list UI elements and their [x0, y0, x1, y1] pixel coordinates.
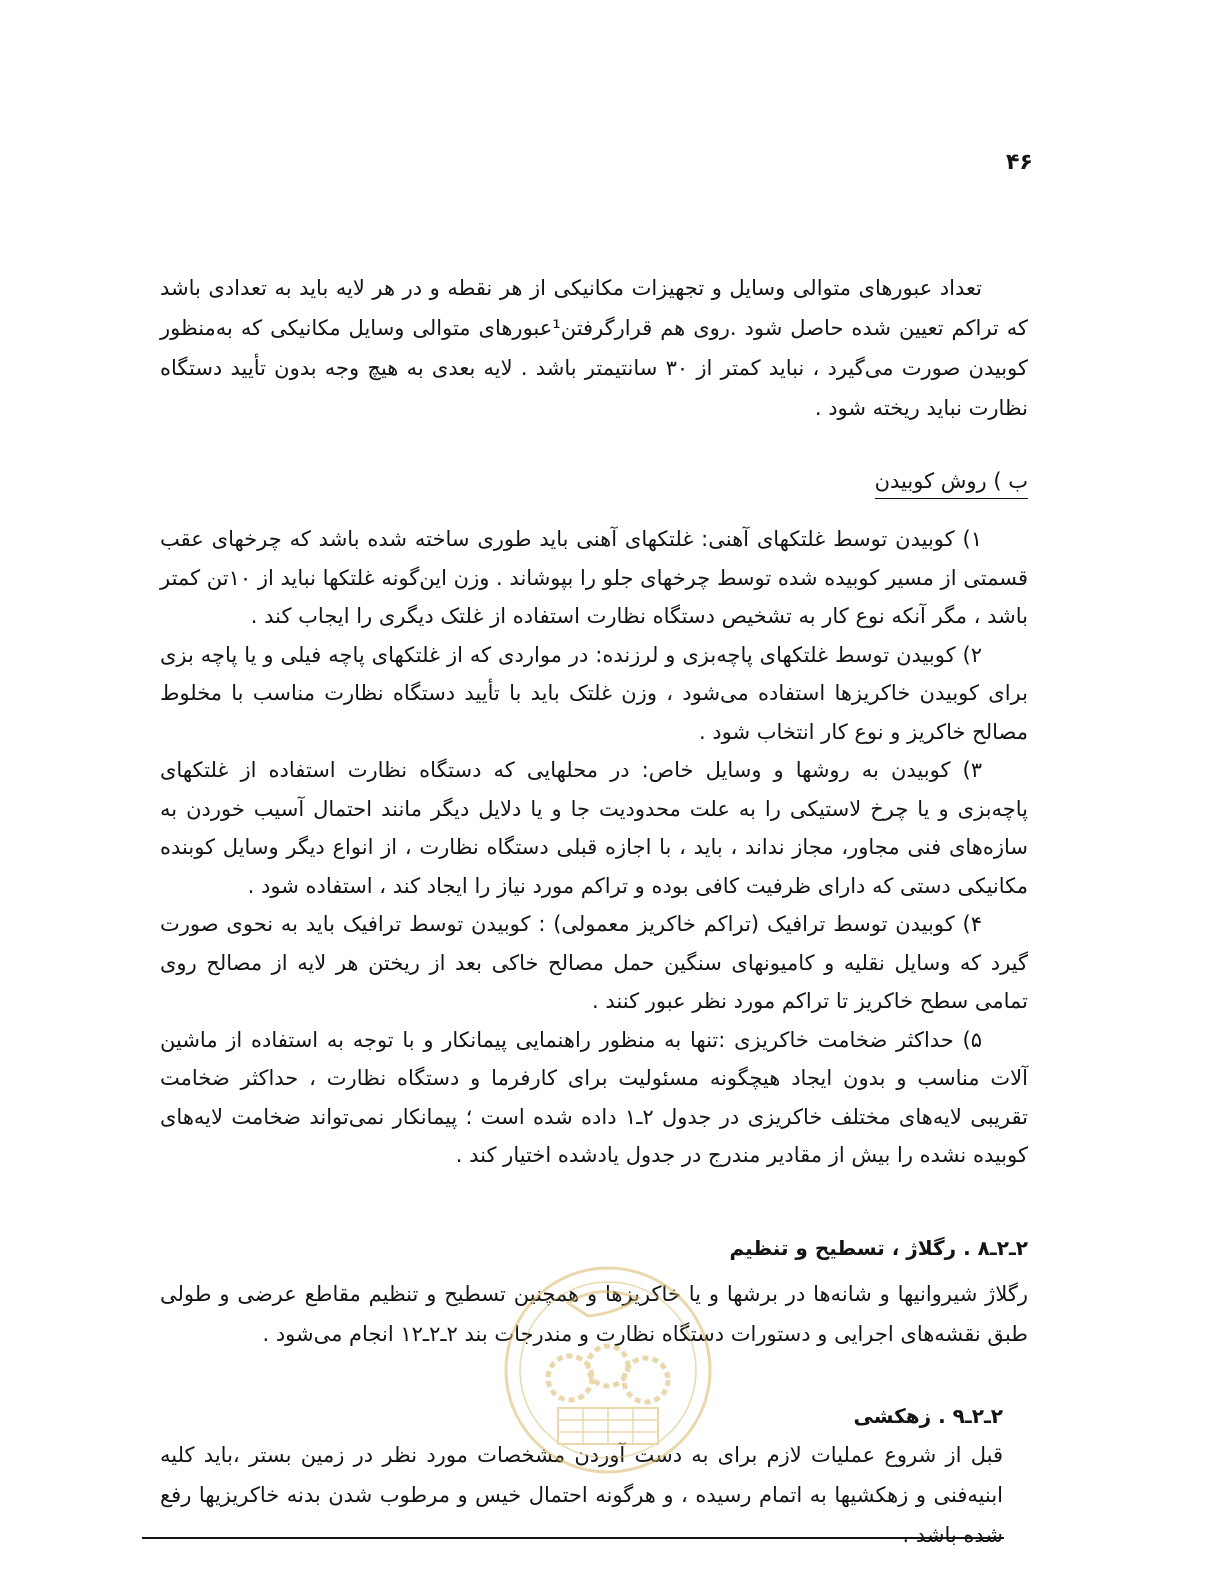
gear-icon [548, 1356, 592, 1400]
gear-icon-3 [624, 1358, 668, 1402]
section-9-heading: ۲ـ۲ـ۹ . زهکشی [853, 1404, 1003, 1428]
section-8-text: رگلاژ شیروانیها و شانه‌ها در برشها و یا خاکریزها و همچنین تسطیح و تنظیم مقاطع عرضی و طولی طبق نقشه‌های اجرایی و دستورات دستگاه نظارت و مندرجات بند ۲ـ۲ـ۱۲ انجام می‌شود . [160, 1282, 1028, 1346]
section-b-item-2: ۲) کوبیدن توسط غلتکهای پاچه‌بزی و لرزنده: در مواردی که از غلتکهای پاچه فیلی و یا پاچه بزی برای کوبیدن خاکریزها استفاده می‌شود ، وزن غلتک باید با تأیید دستگاه نظارت مناسب با مخلوط مصالح خاکریز و نوع کار انتخاب شود . [160, 642, 1028, 744]
section-b-item-4: ۴) کوبیدن توسط ترافیک (تراکم خاکریز معمولی) : کوبیدن توسط ترافیک باید به نحوی صورت گیرد که وسایل نقلیه و کامیونهای سنگین حمل مصالح خاکی بعد از ریختن هر لایه از مصالح روی تمامی سطح خاکریز تا تراکم مورد نظر عبور کنند . [160, 912, 1028, 1013]
section-9-text: قبل از شروع عملیات لازم برای به دست آوردن مشخصات مورد نظر در زمین بستر ،باید کلیه ابنیه‌فنی و زهکشیها به اتمام رسیده ، و هرگونه احتمال خیس و مرطوب شدن بدنه خاکریزیها رفع شده باشد . [160, 1443, 1003, 1547]
section-b-items [160, 520, 1028, 1175]
section-b-item-1: ۱) کوبیدن توسط غلتکهای آهنی: غلتکهای آهنی باید طوری ساخته شده باشد که چرخهای عقب قسمتی از مسیر کوبیده شده توسط چرخهای جلو را بپوشاند . وزن این‌گونه غلتکها نباید از ۱۰تن کمتر باشد ، مگر آنکه نوع کار به تشخیص دستگاه نظارت استفاده از غلتک دیگری را ایجاب کند . [160, 527, 1028, 628]
watermark-seal [498, 1258, 718, 1488]
section-8-heading: ۲ـ۲ـ۸ . رگلاژ ، تسطیح و تنظیم [729, 1236, 1028, 1260]
section-b-item-3: ۳) کوبیدن به روشها و وسایل خاص: در محلهایی که دستگاه نظارت استفاده از غلتکهای پاچه‌بزی و یا چرخ لاستیکی را به علت محدودیت جا و یا دلایل دیگر مانند احتمال آسیب خوردن به سازه‌های فنی مجاور، مجاز نداند ، باید ، با اجازه قبلی دستگاه نظارت ، از انواع دیگر وسایل کوبنده مکانیکی دستی که دارای ظرفیت کافی بوده و تراکم مورد نیاز را ایجاد کند ، استفاده شود . [160, 758, 1028, 898]
intro-paragraph-block [160, 268, 1028, 428]
watermark-script-mark [568, 1292, 638, 1316]
footnote-divider [142, 1537, 1004, 1539]
section-b-heading: ب ) روش کوبیدن [875, 466, 1028, 499]
intro-paragraph: تعداد عبورهای متوالی وسایل و تجهیزات مکانیکی از هر نقطه و در هر لایه باید به تعدادی باشد که تراکم تعیین شده حاصل شود .روی هم قرارگرفتن¹عبورهای متوالی وسایل مکانیکی که به‌منظور کوبیدن صورت می‌گیرد ، نباید کمتر از ۳۰ سانتیمتر باشد . لایه بعدی به هیچ وجه بدون تأیید دستگاه نظارت نباید ریخته شود . [160, 276, 1028, 420]
section-b-item-5: ۵) حداکثر ضخامت خاکریزی :تنها به منظور راهنمایی پیمانکار و با توجه به استفاده از ماشین آلات مناسب و بدون ایجاد هیچگونه مسئولیت برای کارفرما و دستگاه نظارت ، حداکثر ضخامت تقریبی لایه‌های مختلف خاکریزی در جدول ۲ـ۱ داده شده است ؛ پیمانکار نمی‌تواند ضخامت لایه‌های کوبیده نشده را بیش از مقادیر مندرج در جدول یادشده اختیار کند . [160, 1027, 1028, 1167]
page-number: ۴۶ [1006, 150, 1033, 175]
